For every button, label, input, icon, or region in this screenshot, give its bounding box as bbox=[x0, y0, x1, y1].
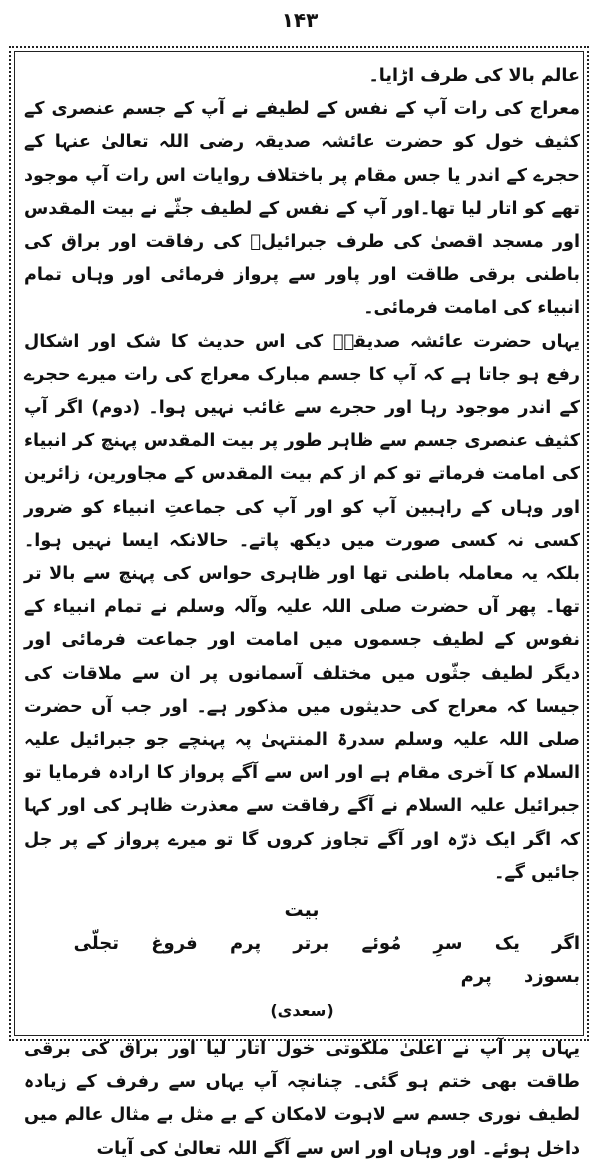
paragraph-miraj: معراج کی رات آپ کے نفس کے لطیفے نے آپ کے جسم عنصری کے کثیف خول کو حضرت عائشہ صدیقہ رضی اللہ تعالیٰ عنہا کے حجرے کے اندر یا جس مقام پر باختلاف روایات اس رات آپ موجود تھے کو اتار لیا تھا۔اور آپ کے نفس کے لطیف جثّے نے بیت المقدس اور مسجد اقصیٰ کی طرف جبرائیلؑ کی رفاقت اور براق کی باطنی برقی طاقت اور پاور سے پرواز فرمائی اور وہاں تمام انبیاء کی امامت فرمائی۔ bbox=[24, 99, 580, 319]
persian-verse: اگر یک سرِ مُوئے برتر پرم فروغ تجلّی بسوزد پرم bbox=[73, 933, 580, 988]
paragraph-closing: یہاں پر آپ نے اعلیٰ ملکوتی خول اتار لیا اور براق کی برقی طاقت بھی ختم ہو گئی۔ چنانچہ آپ یہاں سے رفرف کے زیادہ لطیف نوری جسم سے لاہوت لامکان کے بے مثل بے مثال عالم میں داخل ہوئے۔ اور وہاں اور اس سے آگے اللہ تعالیٰ کی آیات bbox=[24, 1038, 580, 1159]
paragraph-aisha-hadith: یہاں حضرت عائشہ صدیقہؓ کی اس حدیث کا شک اور اشکال رفع ہو جاتا ہے کہ آپ کا جسم مبارک معراج کی رات میرے حجرے کے اندر موجود رہا اور حجرے سے غائب نہیں ہوا۔ (دوم) اگر آپ کثیف عنصری جسم سے ظاہر طور پر بیت المقدس پہنچ کر انبیاء کی امامت فرماتے تو کم از کم بیت المقدس کے مجاورین، زائرین اور وہاں کے راہبین آپ کو اور آپ کی جماعتِ انبیاء کو ضرور کسی نہ کسی صورت میں دیکھ پاتے۔ حالانکہ ایسا نہیں ہوا۔ بلکہ یہ معاملہ باطنی تھا اور ظاہری حواس کی پہنچ سے بالا تر تھا۔ پھر آں حضرت صلی اللہ علیہ وآلہ وسلم نے تمام انبیاء کے نفوس کے لطیف جسموں میں امامت اور جماعت فرمائی اور دیگر لطیف جثّوں میں مختلف آسمانوں پر ان سے ملاقات کی جیسا کہ معراج کی حدیثوں میں مذکور ہے۔ اور جب آں حضرت صلی اللہ علیہ وسلم سدرۃ المنتہیٰ پہ پہنچے جو جبرائیل علیہ السلام کا آخری مقام ہے اور اس سے آگے پرواز کا ارادہ فرمایا تو جبرائیل علیہ السلام نے آگے رفاقت سے معذرت ظاہر کی اور کہا کہ اگر ایک ذرّہ اور آگے تجاوز کروں گا تو میرے پرواز کے پر جل جائیں گے۔ bbox=[24, 331, 580, 883]
verse-attribution: (سعدی) bbox=[270, 1000, 334, 1020]
paragraph-opening: عالم بالا کی طرف اڑایا۔ bbox=[368, 66, 580, 86]
page-body bbox=[24, 60, 580, 1159]
page-number: ۱۴۳ bbox=[281, 8, 319, 32]
verse-heading: بیت bbox=[284, 899, 320, 922]
